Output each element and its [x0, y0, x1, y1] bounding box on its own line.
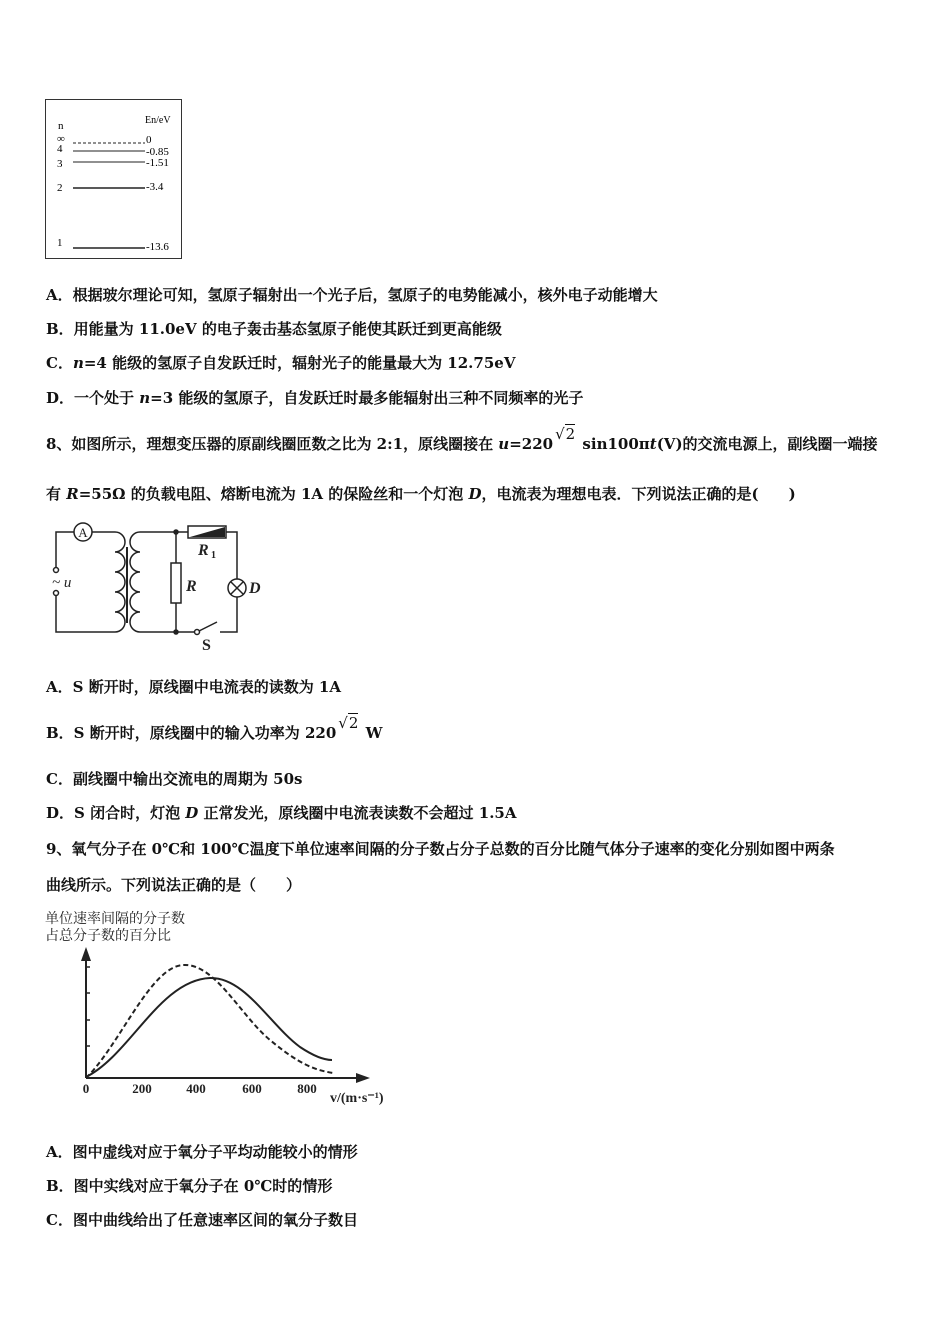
- y-axis-label: 单位速率间隔的分子数: [45, 912, 185, 927]
- q8-option-a: A．S 断开时，原线圈中电流表的读数为 1A: [46, 678, 341, 696]
- x-axis-label: v/(m·s⁻¹): [330, 1091, 384, 1106]
- text: =220: [509, 435, 554, 453]
- x-tick-label: 600: [242, 1081, 262, 1096]
- resistor-r: [171, 563, 181, 603]
- text: ，电流表为理想电表．下列说法正确的是( ): [481, 485, 796, 503]
- q9-stem-line1: 9、氧气分子在 0℃和 100℃温度下单位速率间隔的分子数占分子总数的百分比随气体分子速率的变化分别如图中两条: [46, 840, 835, 858]
- q7-option-d: [46, 388, 583, 408]
- x-tick-label: 200: [132, 1081, 152, 1096]
- var: n: [139, 389, 151, 407]
- q9-stem-line2: 曲线所示。下列说法正确的是（ ）: [46, 876, 302, 894]
- level-n: 2: [57, 182, 63, 194]
- speed-distribution-chart: [40, 905, 420, 1110]
- q9-option-b: B．图中实线对应于氧分子在 0℃时的情形: [46, 1177, 333, 1195]
- ammeter-label: A: [78, 525, 88, 540]
- x-axis-arrow: [356, 1073, 370, 1083]
- level-energy: -13.6: [146, 241, 169, 253]
- level-energy: -3.4: [146, 181, 164, 193]
- sqrt-value: 2: [348, 714, 359, 732]
- q9-option-c: C．图中曲线给出了任意速率区间的氧分子数目: [46, 1211, 358, 1229]
- terminal: [54, 568, 59, 573]
- q8-stem-line1: [46, 425, 878, 454]
- switch-label: S: [202, 637, 211, 654]
- sqrt: [555, 424, 575, 444]
- text: 8、如图所示，理想变压器的原副线圈匝数之比为 2:1，原线圈接在: [46, 435, 499, 453]
- r-label: R: [186, 578, 197, 595]
- r1-label: R: [198, 542, 209, 559]
- lamp-label: D: [249, 580, 261, 597]
- dashed-curve: [86, 965, 333, 1078]
- text: D．一个处于: [46, 389, 140, 407]
- node: [174, 530, 178, 534]
- transformer-circuit-diagram: [40, 515, 280, 655]
- x-tick-label: 400: [186, 1081, 206, 1096]
- var: u: [498, 435, 510, 453]
- text: 正常发光，原线圈中电流表读数不会超过 1.5A: [198, 804, 517, 822]
- level-n: 3: [57, 158, 63, 170]
- text: sin100π: [577, 435, 650, 453]
- x-tick-label: 800: [297, 1081, 317, 1096]
- q7-option-c: [46, 353, 515, 373]
- q9-option-a: A．图中虚线对应于氧分子平均动能较小的情形: [46, 1143, 358, 1161]
- level-energy: -0.85: [146, 146, 169, 158]
- text: C．: [46, 354, 73, 372]
- switch-s[interactable]: [199, 622, 217, 631]
- level-energy: 0: [146, 134, 152, 146]
- text: =3 能级的氢原子，自发跃迁时最多能辐射出三种不同频率的光子: [150, 389, 584, 407]
- terminal: [54, 591, 59, 596]
- solid-curve: [86, 978, 332, 1077]
- sqrt: [338, 713, 358, 733]
- sqrt-value: 2: [565, 425, 576, 443]
- level-n: 1: [57, 237, 63, 249]
- var: n: [72, 354, 84, 372]
- var: R: [66, 485, 79, 503]
- energy-level-diagram: [45, 99, 182, 259]
- var: D: [468, 485, 482, 503]
- level-n: 4: [57, 143, 63, 155]
- x-tick-label: 0: [82, 1081, 90, 1096]
- q8-option-b: [46, 714, 383, 743]
- y-axis-label: 占总分子数的百分比: [45, 929, 171, 944]
- switch-terminal: [195, 630, 200, 635]
- q8-stem-line2: [46, 484, 796, 504]
- var: D: [185, 804, 199, 822]
- text: (V)的交流电源上，副线圈一端接: [656, 435, 878, 453]
- var: t: [649, 435, 657, 453]
- text: =4 能级的氢原子自发跃迁时，辐射光子的能量最大为 12.75eV: [83, 354, 516, 372]
- y-axis-arrow: [81, 947, 91, 961]
- q8-option-d: [46, 803, 517, 823]
- level-energy: -1.51: [146, 157, 169, 169]
- n-label: n: [58, 120, 64, 132]
- text: D．S 闭合时，灯泡: [46, 804, 186, 822]
- source-label: ~ u: [52, 575, 72, 591]
- text: W: [360, 724, 383, 742]
- energy-unit-label: En/eV: [145, 115, 171, 126]
- node: [174, 630, 178, 634]
- text: 有: [46, 485, 67, 503]
- r1-subscript: 1: [211, 550, 216, 561]
- level-n: ∞: [57, 133, 65, 145]
- text: =55Ω 的负载电阻、熔断电流为 1A 的保险丝和一个灯泡: [78, 485, 469, 503]
- q7-option-a: A．根据玻尔理论可知，氢原子辐射出一个光子后，氢原子的电势能减小，核外电子动能增大: [46, 286, 658, 304]
- q7-option-b: B．用能量为 11.0eV 的电子轰击基态氢原子能使其跃迁到更高能级: [46, 320, 502, 338]
- text: B．S 断开时，原线圈中的输入功率为 220: [46, 724, 337, 742]
- q8-option-c: C．副线圈中输出交流电的周期为 50s: [46, 770, 303, 788]
